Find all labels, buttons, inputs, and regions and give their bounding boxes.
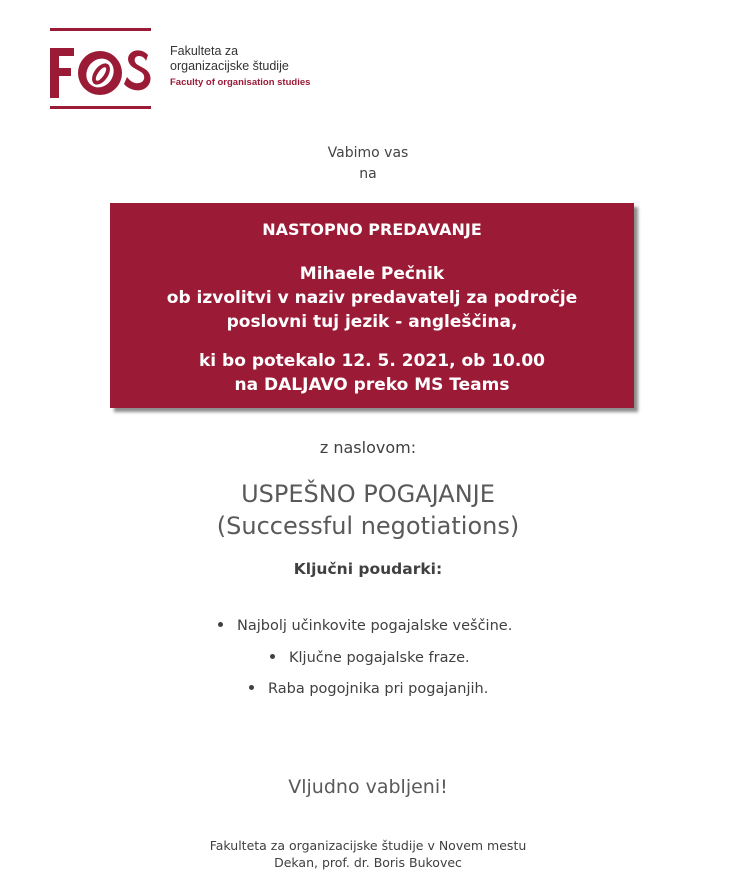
banner-line: ob izvolitvi v naziv predavatelj za področje xyxy=(166,288,578,308)
banner-title: NASTOPNO PREDAVANJE xyxy=(262,220,482,239)
with-title-label: z naslovom: xyxy=(319,438,417,457)
list-item-text: Ključne pogajalske fraze. xyxy=(289,650,470,666)
list-item-text: Najbolj učinkovite pogajalske veščine. xyxy=(237,618,513,634)
logo-top-rule xyxy=(50,28,151,31)
footer-institution: Fakulteta za organizacijske študije v Novem mestu xyxy=(209,838,527,853)
keypoints-heading: Ključni poudarki: xyxy=(293,560,443,578)
list-item xyxy=(218,618,512,634)
logo-bottom-rule xyxy=(50,106,151,109)
closing-line: Vljudno vabljeni! xyxy=(288,776,448,798)
lecture-title: USPEŠNO POGAJANJE xyxy=(241,480,495,508)
logo-text-english: Faculty of organisation studies xyxy=(170,77,311,88)
bullet-icon xyxy=(249,685,254,690)
fos-logo xyxy=(50,28,350,112)
footer-signature: Dekan, prof. dr. Boris Bukovec xyxy=(274,855,462,870)
intro-line-2: na xyxy=(359,166,377,182)
fos-logo-mark xyxy=(48,44,154,102)
bullet-icon xyxy=(270,654,275,659)
intro-line-1: Vabimo vas xyxy=(327,145,409,161)
list-item xyxy=(270,650,470,666)
bullet-icon xyxy=(218,622,223,627)
logo-text-line: Fakulteta za xyxy=(170,44,239,58)
event-date-time: ki bo potekalo 12. 5. 2021, ob 10.00 xyxy=(199,351,545,371)
event-banner xyxy=(110,203,634,408)
logo-text-line: organizacijske študije xyxy=(170,59,289,73)
banner-line: poslovni tuj jezik - angleščina, xyxy=(226,312,518,332)
lecturer-name: Mihaele Pečnik xyxy=(299,264,445,284)
logo-text xyxy=(170,44,310,90)
lecture-subtitle: (Successful negotiations) xyxy=(216,512,520,540)
event-location: na DALJAVO preko MS Teams xyxy=(234,375,510,395)
list-item xyxy=(249,681,488,697)
list-item-text: Raba pogojnika pri pogajanjih. xyxy=(268,681,489,697)
